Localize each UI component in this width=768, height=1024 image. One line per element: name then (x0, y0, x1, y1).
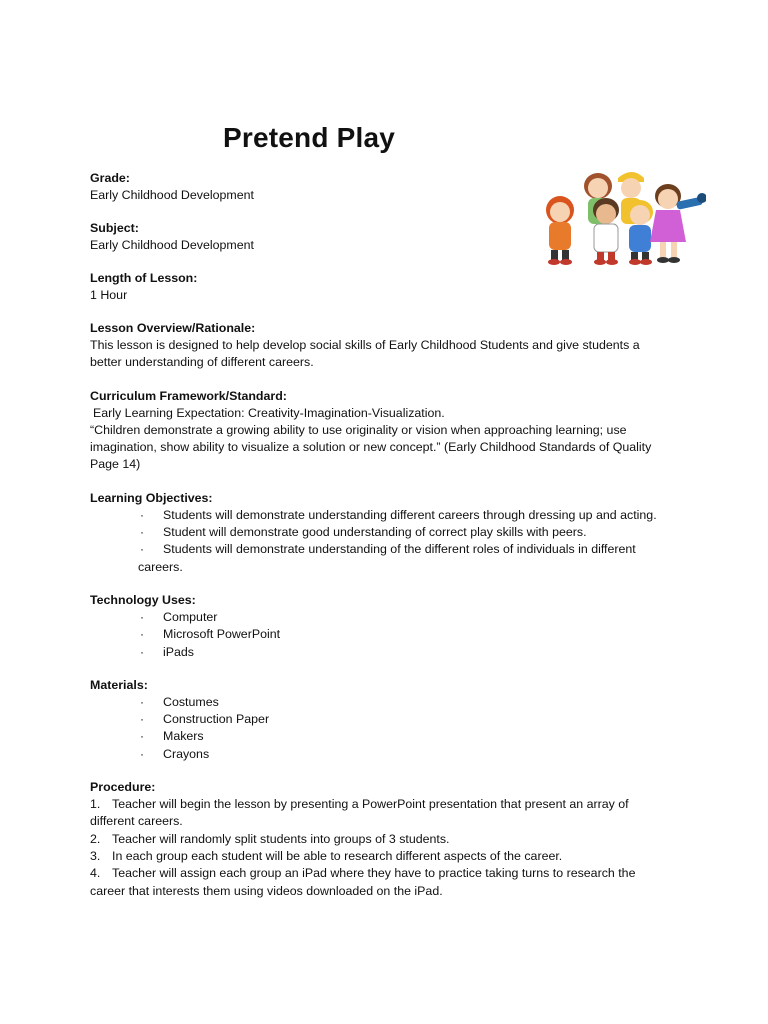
procedure-section (90, 779, 670, 900)
list-item: · Students will demonstrate understanding of the different roles of individuals in different careers. (90, 541, 670, 576)
standard-line-4: Page 14) (90, 457, 141, 472)
list-item: · Student will demonstrate good understanding of correct play skills with peers. (90, 524, 670, 541)
grade-heading: Grade: (90, 171, 130, 185)
list-item-continuation: careers. (138, 559, 183, 574)
materials-heading: Materials: (90, 677, 148, 692)
bullet-icon: · (140, 542, 144, 557)
overview-line-2: better understanding of different careers. (90, 355, 314, 370)
bullet-icon: · (140, 712, 144, 727)
length-heading: Length of Lesson: (90, 271, 198, 285)
bullet-icon: · (140, 729, 144, 744)
procedure-step: 4. Teacher will assign each group an iPad where they have to practice taking turns to research the career that interests them using videos downloaded on the iPad. (90, 866, 636, 898)
procedure-heading: Procedure: (90, 780, 156, 795)
technology-list (90, 609, 670, 661)
list-item: · Crayons (90, 746, 670, 763)
bullet-icon: · (140, 694, 144, 709)
procedure-list (90, 796, 670, 900)
objectives-section (90, 490, 670, 576)
standard-section (90, 388, 670, 474)
bullet-icon: · (140, 627, 144, 642)
overview-heading: Lesson Overview/Rationale: (90, 321, 256, 335)
page-title: Pretend Play (222, 122, 396, 153)
materials-section (90, 677, 670, 763)
bullet-icon: · (140, 525, 144, 540)
list-item: · Construction Paper (90, 711, 670, 728)
overview-line-1: This lesson is designed to help develop social skills of Early Childhood Students and give students a (90, 338, 640, 352)
bullet-icon: · (140, 746, 144, 761)
subject-section (90, 220, 670, 254)
materials-list (90, 694, 670, 763)
procedure-step: 1. Teacher will begin the lesson by presenting a PowerPoint presentation that present an array of different careers. (90, 797, 629, 829)
standard-line-2: “Children demonstrate a growing ability to use originality or vision when approaching learning; use (90, 422, 627, 437)
objectives-heading: Learning Objectives: (90, 490, 213, 505)
procedure-step: 3. In each group each student will be able to research different aspects of the career. (90, 848, 563, 863)
bullet-icon: · (140, 644, 144, 659)
length-section (90, 270, 670, 304)
technology-heading: Technology Uses: (90, 592, 196, 607)
grade-value: Early Childhood Development (90, 188, 254, 202)
overview-section (90, 320, 670, 372)
lesson-plan-body (90, 170, 670, 916)
procedure-step: 2. Teacher will randomly split students into groups of 3 students. (90, 831, 450, 846)
list-item: · Costumes (90, 694, 670, 711)
list-item: · Computer (90, 609, 670, 626)
standard-line-3: imagination, show ability to visualize a solution or new concept.” (Early Childhood Standards of Quality (90, 440, 652, 455)
list-item: · Microsoft PowerPoint (90, 626, 670, 643)
subject-value: Early Childhood Development (90, 238, 254, 252)
standard-line-1: Early Learning Expectation: Creativity-Imagination-Visualization. (93, 405, 445, 420)
length-value: 1 Hour (90, 288, 128, 302)
bullet-icon: · (140, 507, 144, 522)
bullet-icon: · (140, 609, 144, 624)
objectives-list (90, 507, 670, 576)
list-item: · Students will demonstrate understanding different careers through dressing up and acting. (90, 507, 670, 524)
technology-section (90, 592, 670, 661)
grade-section (90, 170, 670, 204)
list-item: · iPads (90, 644, 670, 661)
subject-heading: Subject: (90, 221, 139, 235)
list-item: · Makers (90, 728, 670, 745)
standard-heading: Curriculum Framework/Standard: (90, 388, 287, 403)
